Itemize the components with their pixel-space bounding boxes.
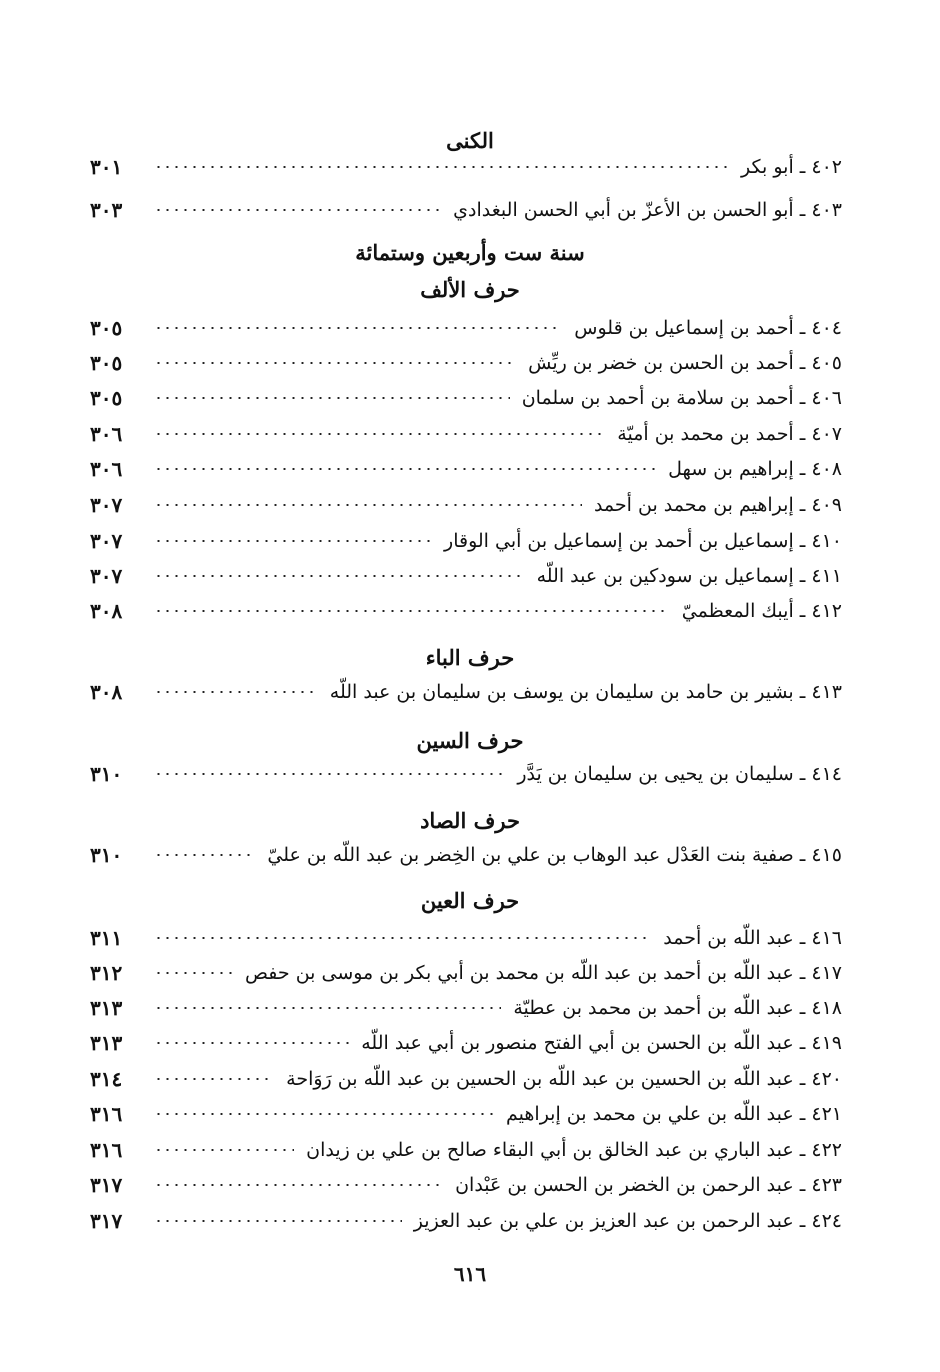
entry-page-number: ٣٠٨ <box>90 680 123 704</box>
dot-leader <box>154 854 255 856</box>
dot-leader <box>154 327 562 329</box>
list-item <box>90 921 842 955</box>
entry-title: ٤٠٤ ـ أحمد بن إسماعيل بن قلوس <box>574 317 842 339</box>
entry-page-number: ٣٠٨ <box>90 599 123 623</box>
entry-title: ٤١٣ ـ بشير بن حامد بن سليمان بن يوسف بن سليمان بن عبد اللّه <box>329 681 842 703</box>
dot-leader <box>154 468 656 470</box>
entry-page-number: ٣١٦ <box>90 1102 123 1126</box>
entry-page-number: ٣٠٦ <box>90 457 123 481</box>
entry-title: ٤٢٣ ـ عبد الرحمن بن الخضر بن الحسن بن عَبْدان <box>455 1174 842 1196</box>
list-item <box>90 1062 842 1096</box>
entry-title: ٤١٠ ـ إسماعيل بن أحمد بن إسماعيل بن أبي الوقار <box>444 530 842 552</box>
entry-page-number: ٣١٤ <box>90 1067 123 1091</box>
list-item <box>90 150 842 184</box>
dot-leader <box>154 691 318 693</box>
list-item <box>90 193 842 227</box>
entry-title: ٤٠٥ ـ أحمد بن الحسن بن خضر بن ريِّش <box>528 352 842 374</box>
list-item <box>90 675 842 709</box>
list-item <box>90 559 842 593</box>
entry-title: ٤٠٣ ـ أبو الحسن بن الأعزّ بن أبي الحسن البغدادي <box>453 199 842 221</box>
list-item <box>90 991 842 1025</box>
dot-leader <box>154 1007 501 1009</box>
dot-leader <box>154 1113 494 1115</box>
dot-leader <box>154 1149 294 1151</box>
entry-title: ٤١٤ ـ سليمان بن يحيى بن سليمان بن يَدَّر <box>517 763 842 785</box>
list-item <box>90 757 842 791</box>
list-item <box>90 1133 842 1167</box>
entry-title: ٤٠٩ ـ إبراهيم بن محمد بن أحمد <box>593 494 842 516</box>
entry-title: ٤١٧ ـ عبد اللّه بن أحمد بن عبد اللّه بن محمد بن أبي بكر بن موسى بن حفص <box>245 962 842 984</box>
dot-leader <box>154 1184 443 1186</box>
entry-page-number: ٣١٣ <box>90 996 123 1020</box>
entry-page-number: ٣١٧ <box>90 1209 123 1233</box>
entry-page-number: ٣٠٥ <box>90 316 123 340</box>
dot-leader <box>154 540 432 542</box>
entry-title: ٤١٩ ـ عبد اللّه بن الحسن بن أبي الفتح منصور بن أبي عبد اللّه <box>361 1032 842 1054</box>
dot-leader <box>154 1042 349 1044</box>
dot-leader <box>154 397 510 399</box>
heading-letter-alif: حرف الألف <box>420 277 520 302</box>
entry-page-number: ٣١٧ <box>90 1173 123 1197</box>
list-item <box>90 1204 842 1238</box>
entry-title: ٤١١ ـ إسماعيل بن سودكين بن عبد اللّه <box>536 565 842 587</box>
entry-page-number: ٣٠٧ <box>90 529 123 553</box>
heading-letter-ba: حرف الباء <box>425 645 515 670</box>
entry-page-number: ٣٠٧ <box>90 493 123 517</box>
entry-title: ٤٢٠ ـ عبد اللّه بن الحسين بن عبد اللّه بن الحسين بن عبد اللّه بن رَوَاحة <box>286 1068 842 1090</box>
dot-leader <box>154 166 729 168</box>
list-item <box>90 1026 842 1060</box>
list-item <box>90 311 842 345</box>
list-item <box>90 1097 842 1131</box>
dot-leader <box>154 610 670 612</box>
entry-page-number: ٣١٠ <box>90 762 123 786</box>
dot-leader <box>154 362 516 364</box>
dot-leader <box>154 1220 402 1222</box>
heading-kuna: الكنى <box>446 128 494 153</box>
entry-title: ٤٠٢ ـ أبو بكر <box>741 156 842 178</box>
heading-letter-ayn: حرف العين <box>420 888 520 913</box>
list-item <box>90 346 842 380</box>
list-item <box>90 956 842 990</box>
dot-leader <box>154 773 505 775</box>
entry-page-number: ٣٠٣ <box>90 198 123 222</box>
entry-page-number: ٣١٠ <box>90 843 123 867</box>
entry-title: ٤١٥ ـ صفية بنت العَدْل عبد الوهاب بن علي بن الخِضر بن عبد اللّه بن عليّ <box>267 844 842 866</box>
dot-leader <box>154 575 525 577</box>
list-item <box>90 838 842 872</box>
entry-page-number: ٣١٦ <box>90 1138 123 1162</box>
dot-leader <box>154 209 441 211</box>
dot-leader <box>154 1078 274 1080</box>
entry-title: ٤١٦ ـ عبد اللّه بن أحمد <box>663 927 842 949</box>
entry-title: ٤٢١ ـ عبد اللّه بن علي بن محمد بن إبراهيم <box>506 1103 842 1125</box>
entry-title: ٤١٢ ـ أيبك المعظميّ <box>681 600 842 622</box>
dot-leader <box>154 504 582 506</box>
list-item <box>90 524 842 558</box>
entry-page-number: ٣١٣ <box>90 1031 123 1055</box>
dot-leader <box>154 433 605 435</box>
entry-title: ٤٠٧ ـ أحمد بن محمد بن أميّة <box>617 423 842 445</box>
entry-title: ٤٠٦ ـ أحمد بن سلامة بن أحمد بن سلمان <box>521 387 842 409</box>
heading-letter-sin: حرف السين <box>416 728 524 753</box>
entry-page-number: ٣١١ <box>90 926 123 950</box>
heading-year: سنة ست وأربعين وستمائة <box>355 240 585 265</box>
entry-page-number: ٣٠٧ <box>90 564 123 588</box>
list-item <box>90 452 842 486</box>
entry-page-number: ٣٠٦ <box>90 422 123 446</box>
entry-title: ٤١٨ ـ عبد اللّه بن أحمد بن محمد بن عطيّة <box>513 997 842 1019</box>
entry-title: ٤٢٢ ـ عبد الباري بن عبد الخالق بن أبي البقاء صالح بن علي بن زيدان <box>306 1139 842 1161</box>
list-item <box>90 381 842 415</box>
entry-page-number: ٣٠١ <box>90 155 123 179</box>
list-item <box>90 594 842 628</box>
list-item <box>90 488 842 522</box>
heading-letter-sad: حرف الصاد <box>420 808 520 833</box>
list-item <box>90 1168 842 1202</box>
list-item <box>90 417 842 451</box>
entry-page-number: ٣٠٥ <box>90 351 123 375</box>
dot-leader <box>154 972 233 974</box>
entry-page-number: ٣٠٥ <box>90 386 123 410</box>
page-number: ٦١٦ <box>453 1262 487 1286</box>
entry-title: ٤٠٨ ـ إبراهيم بن سهل <box>668 458 842 480</box>
entry-title: ٤٢٤ ـ عبد الرحمن بن عبد العزيز بن علي بن عبد العزيز <box>413 1210 842 1232</box>
entry-page-number: ٣١٢ <box>90 961 123 985</box>
dot-leader <box>154 937 651 939</box>
